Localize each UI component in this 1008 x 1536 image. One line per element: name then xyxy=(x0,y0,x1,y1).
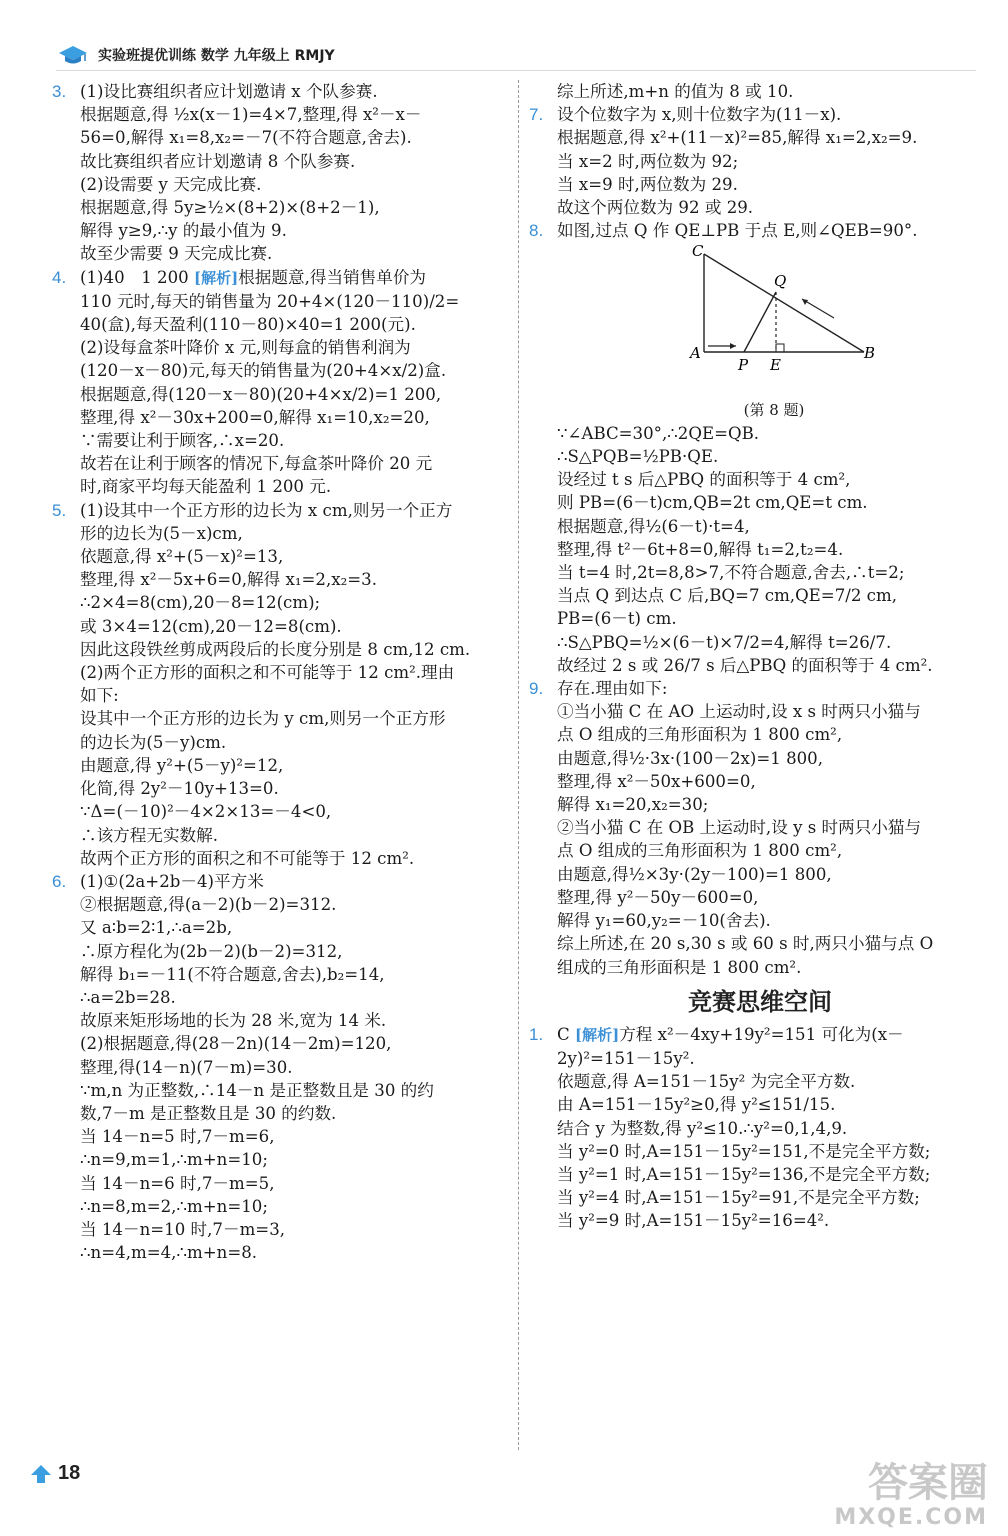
page-header xyxy=(58,44,335,66)
text-line xyxy=(52,638,514,661)
question-number: 5. xyxy=(52,500,67,520)
line-text: 综上所述,在 20 s,30 s 或 60 s 时,两只小猫与点 O xyxy=(557,934,934,954)
text-line xyxy=(52,475,514,498)
line-text: 由题意,得½×3y·(2y－100)=1 800, xyxy=(557,864,832,884)
label-q: Q xyxy=(774,272,787,291)
line-text: 由题意,得 y²+(5－y)²=12, xyxy=(80,755,284,775)
text-line xyxy=(529,515,991,538)
text-line xyxy=(52,824,514,847)
line-text: 数,7－m 是正整数且是 30 的约数. xyxy=(80,1103,337,1123)
line-text: 整理,得 x²－50x+600=0, xyxy=(557,771,756,791)
line-text: 40(盒),每天盈利(110－80)×40=1 200(元). xyxy=(80,315,416,335)
line-text: (2)根据题意,得(28－2n)(14－2m)=120, xyxy=(80,1034,392,1054)
line-text-after: 根据题意,得当销售单价为 xyxy=(238,267,427,287)
line-text: (1)①(2a+2b－4)平方米 xyxy=(80,871,264,891)
line-text: ∴2×4=8(cm),20－8=12(cm); xyxy=(80,593,321,613)
line-text: (2)设每盒茶叶降价 x 元,则每盒的销售利润为 xyxy=(80,338,411,358)
text-line xyxy=(529,700,991,723)
line-text: ∵Δ=(－10)²－4×2×13=－4<0, xyxy=(80,802,332,822)
line-text: C xyxy=(557,1024,570,1044)
text-line xyxy=(52,707,514,730)
text-line xyxy=(52,1218,514,1241)
line-text: 当 14－n=10 时,7－m=3, xyxy=(80,1219,286,1239)
line-text: 当 14－n=5 时,7－m=6, xyxy=(80,1127,275,1147)
text-line xyxy=(529,932,991,955)
text-line xyxy=(529,445,991,468)
line-text: 又 a∶b=2∶1,∴a=2b, xyxy=(80,918,233,938)
label-b: B xyxy=(864,344,874,363)
line-text: ∴n=9,m=1,∴m+n=10; xyxy=(80,1150,268,1170)
line-text: 故至少需要 9 天完成比赛. xyxy=(80,244,273,264)
text-line xyxy=(529,584,991,607)
text-line xyxy=(52,568,514,591)
line-text: 解得 y₁=60,y₂=－10(舍去). xyxy=(557,911,771,931)
text-line xyxy=(529,1117,991,1140)
text-line xyxy=(529,150,991,173)
line-text: 故这个两位数为 92 或 29. xyxy=(557,198,754,218)
text-line xyxy=(52,963,514,986)
text-line xyxy=(529,468,991,491)
line-text: 存在.理由如下: xyxy=(557,679,668,699)
line-text: 解得 y≥9,∴y 的最小值为 9. xyxy=(80,221,287,241)
analysis-tag: [解析] xyxy=(194,268,239,287)
line-text: 故经过 2 s 或 26/7 s 后△PBQ 的面积等于 4 cm². xyxy=(557,655,933,675)
line-text: 结合 y 为整数,得 y²≤10.∴y²=0,1,4,9. xyxy=(557,1118,848,1138)
text-line xyxy=(52,777,514,800)
line-text: 根据题意,得½(6－t)·t=4, xyxy=(557,516,750,536)
text-line xyxy=(529,491,991,514)
line-text: ∵∠ABC=30°,∴2QE=QB. xyxy=(557,423,760,443)
section-title: 竞赛思维空间 xyxy=(688,987,832,1016)
line-text: 故两个正方形的面积之和不可能等于 12 cm². xyxy=(80,848,415,868)
text-line xyxy=(529,538,991,561)
line-text: PB=(6－t) cm. xyxy=(557,609,677,629)
line-text: 整理,得(14－n)(7－m)=30. xyxy=(80,1057,293,1077)
text-line xyxy=(52,173,514,196)
line-text: 点 O 组成的三角形面积为 1 800 cm², xyxy=(557,725,843,745)
text-line xyxy=(52,916,514,939)
text-line xyxy=(52,591,514,614)
line-text: 当 x=2 时,两位数为 92; xyxy=(557,151,739,171)
text-line xyxy=(52,196,514,219)
text-line xyxy=(529,1209,991,1232)
line-text: 整理,得 x²－30x+200=0,解得 x₁=10,x₂=20, xyxy=(80,407,430,427)
question-number: 1. xyxy=(529,1024,544,1044)
text-line xyxy=(52,406,514,429)
line-text: 整理,得 x²－5x+6=0,解得 x₁=2,x₂=3. xyxy=(80,570,378,590)
text-line xyxy=(529,886,991,909)
watermark-line1: 答案圈 xyxy=(868,1460,988,1506)
text-line xyxy=(52,1125,514,1148)
text-line xyxy=(52,1079,514,1102)
text-line xyxy=(52,731,514,754)
line-text: ∴a=2b=28. xyxy=(80,987,176,1007)
page-arrow-icon xyxy=(30,1464,52,1484)
line-text: 当 14－n=6 时,7－m=5, xyxy=(80,1173,275,1193)
text-line xyxy=(529,1047,991,1070)
text-line xyxy=(529,1163,991,1186)
text-line xyxy=(529,1093,991,1116)
label-c: C xyxy=(692,242,704,261)
text-line xyxy=(52,150,514,173)
watermark-line2: MXQE.COM xyxy=(834,1505,988,1530)
line-text: 根据题意,得(120－x－80)(20+4×x/2)=1 200, xyxy=(80,384,442,404)
line-text: 当 y²=1 时,A=151－15y²=136,不是完全平方数; xyxy=(557,1164,931,1184)
line-text: 由题意,得½·3x·(100－2x)=1 800, xyxy=(557,748,824,768)
left-column xyxy=(52,80,514,1264)
line-text: 由 A=151－15y²≥0,得 y²≤151/15. xyxy=(557,1095,836,1115)
line-text: 解得 b₁=－11(不符合题意,舍去),b₂=14, xyxy=(80,964,385,984)
text-line xyxy=(529,173,991,196)
text-line xyxy=(52,1241,514,1264)
line-text: 当 y²=0 时,A=151－15y²=151,不是完全平方数; xyxy=(557,1141,931,1161)
text-line xyxy=(529,561,991,584)
text-line xyxy=(52,290,514,313)
question-number: 6. xyxy=(52,871,67,891)
text-line xyxy=(529,422,991,445)
line-text: 110 元时,每天的销售量为 20+4×(120－110)/2= xyxy=(80,291,460,311)
text-line xyxy=(529,863,991,886)
question-number: 3. xyxy=(52,82,67,101)
header-rule xyxy=(56,70,976,71)
line-text: 综上所述,m+n 的值为 8 或 10. xyxy=(557,82,794,101)
text-line xyxy=(52,800,514,823)
text-line xyxy=(52,1195,514,1218)
question-number: 7. xyxy=(529,105,544,125)
text-line xyxy=(529,1140,991,1163)
line-text: 依题意,得 A=151－15y² 为完全平方数. xyxy=(557,1072,856,1092)
line-text: 或 3×4=12(cm),20－12=8(cm). xyxy=(80,616,342,636)
line-text: 根据题意,得 ½x(x－1)=4×7,整理,得 x²－x－ xyxy=(80,105,422,125)
line-text: 如下: xyxy=(80,686,119,706)
text-line xyxy=(52,266,514,290)
header-title: 实验班提优训练 数学 九年级上 RMJY xyxy=(98,48,335,64)
text-line xyxy=(52,219,514,242)
line-text: 形的边长为(5－x)cm, xyxy=(80,523,243,543)
line-text: 2y)²=151－15y². xyxy=(557,1048,695,1068)
line-text: 当 y²=4 时,A=151－15y²=91,不是完全平方数; xyxy=(557,1188,920,1208)
text-line xyxy=(529,80,991,103)
text-line xyxy=(52,313,514,336)
line-text: 当 x=9 时,两位数为 29. xyxy=(557,174,738,194)
text-line xyxy=(52,986,514,1009)
text-line xyxy=(52,870,514,893)
line-text: 解得 x₁=20,x₂=30; xyxy=(557,795,709,815)
text-line xyxy=(529,723,991,746)
line-text: 因此这段铁丝剪成两段后的长度分别是 8 cm,12 cm. xyxy=(80,639,471,659)
line-text: 故比赛组织者应计划邀请 8 个队参赛. xyxy=(80,151,356,171)
text-line xyxy=(52,615,514,638)
line-text: ∴n=8,m=2,∴m+n=10; xyxy=(80,1196,268,1216)
text-line xyxy=(52,1148,514,1171)
line-text-after: 方程 x²－4xy+19y²=151 可化为(x－ xyxy=(619,1024,904,1044)
line-text: (2)两个正方形的面积之和不可能等于 12 cm².理由 xyxy=(80,663,455,683)
text-line xyxy=(52,126,514,149)
label-a: A xyxy=(690,344,701,363)
line-text: (120－x－80)元,每天的销售量为(20+4×x/2)盒. xyxy=(80,361,447,381)
line-text: 根据题意,得 5y≥½×(8+2)×(8+2－1), xyxy=(80,198,380,218)
line-text: 根据题意,得 x²+(11－x)²=85,解得 x₁=2,x₂=9. xyxy=(557,128,918,148)
line-text: (2)设需要 y 天完成比赛. xyxy=(80,174,262,194)
text-line xyxy=(52,336,514,359)
text-line xyxy=(529,793,991,816)
text-line xyxy=(529,677,991,700)
line-text: ∴原方程化为(2b－2)(b－2)=312, xyxy=(80,941,343,961)
text-line xyxy=(529,1186,991,1209)
figure-caption: (第 8 题) xyxy=(743,400,805,419)
text-line xyxy=(52,522,514,545)
text-line xyxy=(529,909,991,932)
line-text: (1)设其中一个正方形的边长为 x cm,则另一个正方 xyxy=(80,500,453,520)
text-line xyxy=(529,770,991,793)
label-p: P xyxy=(738,356,749,375)
text-line xyxy=(529,1023,991,1047)
line-text: 点 O 组成的三角形面积为 1 800 cm², xyxy=(557,841,843,861)
text-line xyxy=(52,1172,514,1195)
line-text: 整理,得 t²－6t+8=0,解得 t₁=2,t₂=4. xyxy=(557,539,844,559)
question-number: 8. xyxy=(529,221,544,241)
line-text: ②根据题意,得(a－2)(b－2)=312. xyxy=(80,895,337,915)
text-line xyxy=(529,956,991,979)
line-text: 设经过 t s 后△PBQ 的面积等于 4 cm², xyxy=(557,470,851,490)
text-line xyxy=(52,452,514,475)
line-text: 当 t=4 时,2t=8,8>7,不符合题意,舍去,∴t=2; xyxy=(557,563,905,583)
text-line xyxy=(52,893,514,916)
text-line xyxy=(529,816,991,839)
right-column xyxy=(529,80,991,1233)
question-number: 9. xyxy=(529,679,544,699)
text-line xyxy=(52,242,514,265)
line-text: 设其中一个正方形的边长为 y cm,则另一个正方形 xyxy=(80,709,446,729)
page-number: 18 xyxy=(58,1462,81,1484)
label-e: E xyxy=(770,356,781,375)
line-text: ∴该方程无实数解. xyxy=(80,825,219,845)
text-line xyxy=(52,383,514,406)
text-line xyxy=(52,847,514,870)
line-text: ∴S△PBQ=½×(6－t)×7/2=4,解得 t=26/7. xyxy=(557,632,892,652)
text-line xyxy=(529,103,991,126)
line-text: (1)设比赛组织者应计划邀请 x 个队参赛. xyxy=(80,82,378,101)
line-text: 如图,过点 Q 作 QE⊥PB 于点 E,则∠QEB=90°. xyxy=(557,221,918,241)
line-text: 当点 Q 到达点 C 后,BQ=7 cm,QE=7/2 cm, xyxy=(557,586,897,606)
text-line xyxy=(529,219,991,242)
text-line xyxy=(529,1070,991,1093)
question-number: 4. xyxy=(52,267,67,287)
line-text: 整理,得 y²－50y－600=0, xyxy=(557,887,759,907)
line-text: (1)40 1 200 xyxy=(80,267,189,287)
line-text: 故原来矩形场地的长为 28 米,宽为 14 米. xyxy=(80,1011,387,1031)
line-text: ②当小猫 C 在 OB 上运动时,设 y s 时两只小猫与 xyxy=(557,818,922,838)
triangle-diagram xyxy=(674,242,874,392)
text-line xyxy=(52,103,514,126)
page-footer xyxy=(30,1462,80,1485)
line-text: 当 y²=9 时,A=151－15y²=16=4². xyxy=(557,1211,830,1231)
text-line xyxy=(52,80,514,103)
text-line xyxy=(52,1102,514,1125)
text-line xyxy=(529,631,991,654)
text-line xyxy=(529,607,991,630)
text-line xyxy=(529,747,991,770)
line-text: 设个位数字为 x,则十位数字为(11－x). xyxy=(557,105,842,125)
analysis-tag: [解析] xyxy=(574,1025,620,1044)
text-line xyxy=(52,429,514,452)
text-line xyxy=(52,754,514,777)
line-text: 依题意,得 x²+(5－x)²=13, xyxy=(80,547,284,567)
figure-8 xyxy=(529,242,991,421)
graduation-cap-icon xyxy=(58,44,88,66)
line-text: 故若在让利于顾客的情况下,每盒茶叶降价 20 元 xyxy=(80,454,433,474)
line-text: ∴n=4,m=4,∴m+n=8. xyxy=(80,1243,258,1263)
column-divider xyxy=(518,80,519,1450)
text-line xyxy=(52,499,514,522)
line-text: ①当小猫 C 在 AO 上运动时,设 x s 时两只小猫与 xyxy=(557,702,921,722)
line-text: 56=0,解得 x₁=8,x₂=－7(不符合题意,舍去). xyxy=(80,128,412,148)
line-text: ∴S△PQB=½PB·QE. xyxy=(557,447,719,467)
line-text: 组成的三角形面积是 1 800 cm². xyxy=(557,957,802,977)
text-line xyxy=(529,654,991,677)
text-line xyxy=(52,545,514,568)
text-line xyxy=(52,1009,514,1032)
text-line xyxy=(52,1056,514,1079)
line-text: ∵m,n 为正整数,∴14－n 是正整数且是 30 的约 xyxy=(80,1080,434,1100)
line-text: 则 PB=(6－t)cm,QB=2t cm,QE=t cm. xyxy=(557,493,868,513)
line-text: ∵需要让利于顾客,∴x=20. xyxy=(80,431,285,451)
text-line xyxy=(529,126,991,149)
text-line xyxy=(52,661,514,684)
line-text: 的边长为(5－y)cm. xyxy=(80,732,227,752)
text-line xyxy=(52,1032,514,1055)
text-line xyxy=(529,839,991,862)
text-line xyxy=(52,359,514,382)
text-line xyxy=(529,196,991,219)
line-text: 时,商家平均每天能盈利 1 200 元. xyxy=(80,477,332,497)
text-line xyxy=(52,940,514,963)
line-text: 化简,得 2y²－10y+13=0. xyxy=(80,779,279,799)
text-line xyxy=(52,684,514,707)
watermark xyxy=(834,1461,988,1530)
